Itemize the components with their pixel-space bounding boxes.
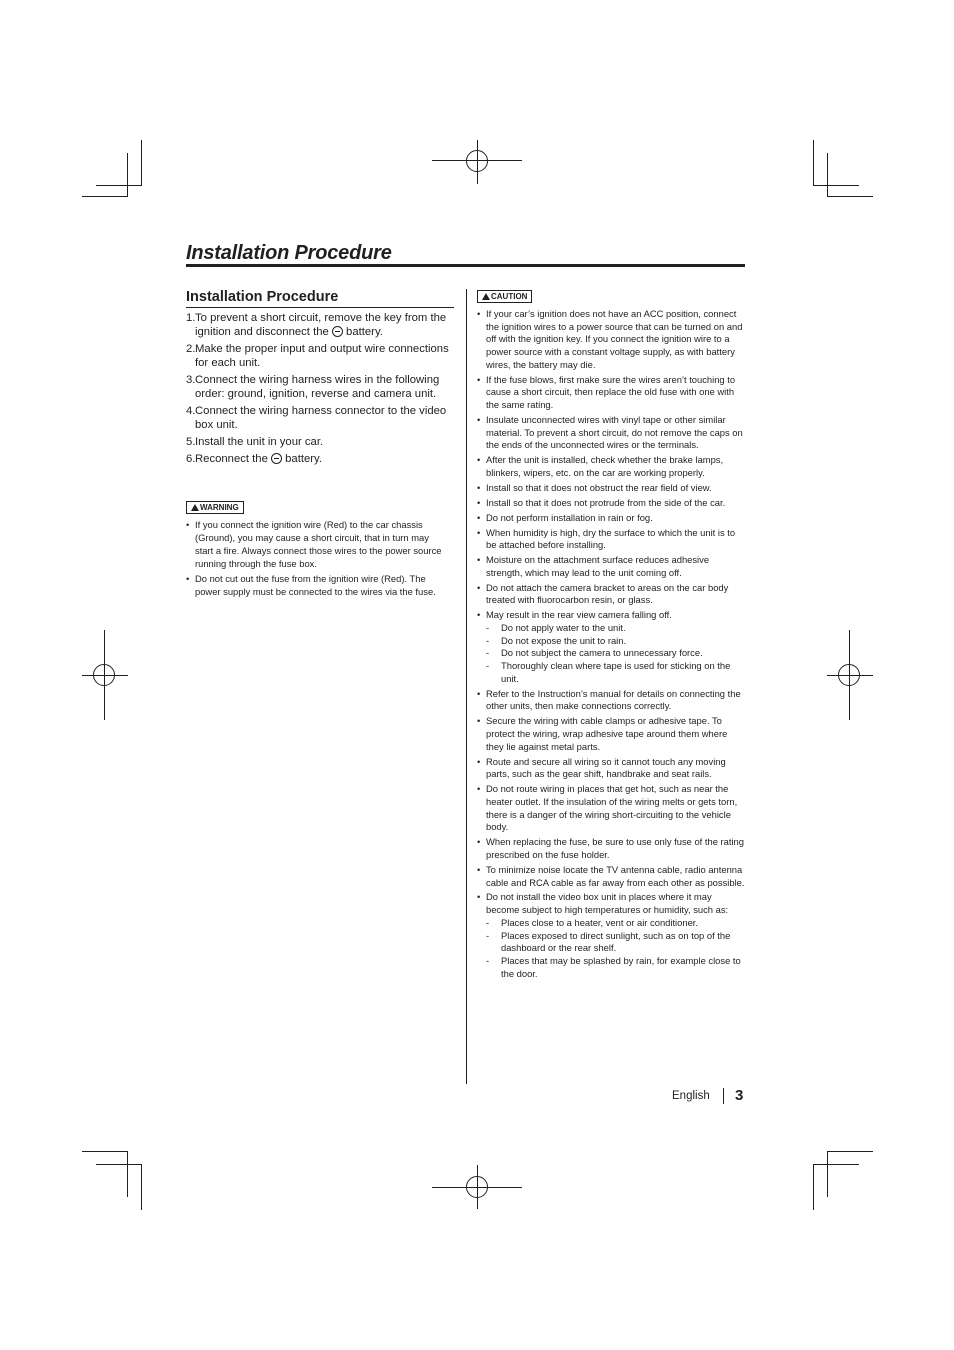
- bullet: •: [477, 526, 481, 538]
- warning-item: [186, 572, 448, 598]
- bullet: •: [477, 836, 481, 848]
- caution-text: When replacing the fuse, be sure to use only fuse of the rating prescribed on the fuse holder.: [486, 836, 744, 860]
- caution-subitem: [486, 622, 747, 635]
- warning-text: Do not cut out the fuse from the ignition wire (Red). The power supply must be connected to the wires via the fuse.: [195, 573, 436, 598]
- caution-item: [477, 688, 747, 713]
- caution-text: Refer to the Instruction’s manual for details on connecting the other units, then make connections correctly.: [486, 687, 741, 712]
- step-text: Connect the wiring harness wires in the following order: ground, ignition, reverse and camera unit.: [195, 374, 440, 400]
- caution-text: Secure the wiring with cable clamps or adhesive tape. To protect the wiring, wrap adhesive tape around them where they lie against metal parts.: [486, 715, 728, 752]
- caution-subitem: [486, 930, 747, 955]
- caution-subtext: Do not subject the camera to unnecessary force.: [501, 647, 703, 659]
- caution-item: [477, 374, 747, 412]
- bullet: •: [477, 511, 481, 523]
- bullet: •: [477, 414, 481, 425]
- bullet: •: [477, 481, 481, 493]
- caution-item: [477, 512, 747, 525]
- section-heading: Installation Procedure: [186, 289, 339, 305]
- step-text: Install the unit in your car.: [195, 436, 324, 448]
- caution-sublist: [486, 917, 747, 981]
- bullet: •: [477, 783, 481, 795]
- step-number: 2.: [186, 343, 196, 355]
- step-text: Reconnect the: [195, 453, 271, 465]
- bullet: •: [477, 755, 481, 767]
- caution-subtext: Places close to a heater, vent or air conditioner.: [501, 916, 698, 928]
- bullet: •: [477, 454, 481, 466]
- warning-triangle-icon: [191, 504, 199, 511]
- caution-text: May result in the rear view camera falling off.: [486, 609, 672, 621]
- caution-item: [477, 414, 747, 452]
- dash: -: [486, 954, 490, 966]
- dash: -: [486, 929, 490, 941]
- caution-item: [477, 609, 747, 685]
- procedure-step: [186, 435, 456, 449]
- caution-item: [477, 482, 747, 495]
- step-number: 5.: [186, 436, 196, 448]
- caution-subitem: [486, 647, 747, 660]
- warning-list: [186, 518, 448, 600]
- caution-text: Route and secure all wiring so it cannot touch any moving parts, such as the gear shift, handbrake and seat rails.: [486, 755, 726, 780]
- page-number: 3: [735, 1087, 744, 1104]
- step-number: 4.: [186, 405, 196, 417]
- caution-subitem: [486, 955, 747, 980]
- column-divider: [466, 289, 467, 1084]
- caution-list: [477, 308, 747, 983]
- caution-text: To minimize noise locate the TV antenna cable, radio antenna cable and RCA cable as far away from each other as possible.: [486, 863, 745, 888]
- step-number: 1.: [186, 312, 196, 324]
- page-title: Installation Procedure: [186, 242, 392, 264]
- caution-item: [477, 554, 747, 579]
- bullet: •: [186, 519, 190, 530]
- caution-subtext: Thoroughly clean where tape is used for sticking on the unit.: [501, 660, 731, 684]
- footer-separator: [723, 1088, 724, 1104]
- bullet: •: [477, 581, 481, 593]
- caution-subtext: Places exposed to direct sunlight, such as on top of the dashboard or the rear shelf.: [501, 929, 731, 954]
- caution-text: After the unit is installed, check whether the brake lamps, blinkers, wipers, etc. on the car are working properly.: [486, 454, 724, 478]
- caution-text: Do not route wiring in places that get hot, such as near the heater outlet. If the insulation of the wiring melts or gets torn, there is a danger of the wiring short-circuiting to the vehicle body.: [486, 783, 738, 833]
- caution-item: [477, 527, 747, 552]
- caution-subitem: [486, 917, 747, 930]
- step-text: Make the proper input and output wire connections for each unit.: [195, 343, 449, 369]
- warning-item: [186, 518, 448, 570]
- caution-text: Moisture on the attachment surface reduces adhesive strength, which may lead to the unit coming off.: [486, 554, 710, 578]
- dash: -: [486, 622, 490, 634]
- step-text: Connect the wiring harness connector to the video box unit.: [195, 405, 447, 431]
- caution-text: If your car’s ignition does not have an ACC position, connect the ignition wires to a power source that can be turned on and off with the ignition key. If you connect the ignition wire to a power source with a constant voltage supply, as with battery wires, the battery may die.: [486, 308, 743, 370]
- caution-item: [477, 497, 747, 510]
- bullet: •: [477, 863, 481, 875]
- step-text: To prevent a short circuit, remove the key from the ignition and disconnect the: [195, 312, 447, 338]
- step-text: battery.: [342, 326, 383, 338]
- warning-text: If you connect the ignition wire (Red) to the car chassis (Ground), you may cause a short circuit, that in turn may start a fire. Always connect those wires to the power source running through the fuse box.: [195, 519, 442, 569]
- caution-item: [477, 582, 747, 607]
- procedure-steps: [186, 311, 456, 469]
- caution-item: [477, 836, 747, 861]
- dash: -: [486, 647, 490, 659]
- warning-triangle-icon: [482, 293, 490, 300]
- caution-item: [477, 454, 747, 479]
- caution-text: If the fuse blows, first make sure the wires aren’t touching to cause a short circuit, then replace the old fuse with one with the same rating.: [486, 373, 736, 411]
- caution-label-text: CAUTION: [491, 292, 528, 301]
- procedure-step: [186, 373, 456, 401]
- caution-subtext: Do not apply water to the unit.: [501, 622, 626, 634]
- caution-subtext: Do not expose the unit to rain.: [501, 634, 627, 646]
- caution-text: Do not perform installation in rain or fog.: [486, 511, 653, 523]
- procedure-step: [186, 452, 456, 466]
- warning-label: [186, 501, 244, 514]
- title-rule: [186, 264, 745, 267]
- caution-item: [477, 891, 747, 980]
- bullet: •: [477, 891, 481, 903]
- caution-item: [477, 715, 747, 753]
- step-text: battery.: [282, 453, 322, 465]
- caution-text: Insulate unconnected wires with vinyl tape or other similar material. To prevent a short circuit, do not remove the caps on the ends of the unconnected wires or the terminals.: [486, 414, 743, 451]
- caution-text: Do not install the video box unit in places where it may become subject to high temperatures or humidity, such as:: [486, 891, 729, 916]
- footer-language: English: [672, 1090, 710, 1102]
- caution-text: Install so that it does not obstruct the rear field of view.: [486, 481, 712, 493]
- dash: -: [486, 634, 490, 646]
- bullet: •: [477, 554, 481, 566]
- bullet: •: [477, 609, 481, 621]
- caution-item: [477, 783, 747, 834]
- bullet: •: [477, 373, 481, 385]
- caution-item: [477, 756, 747, 781]
- procedure-step: [186, 404, 456, 432]
- bullet: •: [477, 308, 481, 319]
- caution-subitem: [486, 660, 747, 685]
- caution-label: [477, 290, 532, 303]
- step-number: 6.: [186, 453, 196, 465]
- bullet: •: [186, 573, 190, 585]
- caution-subitem: [486, 635, 747, 648]
- procedure-step: [186, 342, 456, 370]
- caution-sublist: [486, 622, 747, 686]
- caution-text: Install so that it does not protrude from the side of the car.: [486, 496, 726, 508]
- caution-text: When humidity is high, dry the surface to which the unit is to be attached before installing.: [486, 526, 736, 551]
- bullet: •: [477, 496, 481, 508]
- minus-icon: [332, 326, 343, 337]
- caution-subtext: Places that may be splashed by rain, for example close to the door.: [501, 954, 741, 979]
- caution-item: [477, 864, 747, 889]
- minus-icon: [271, 453, 282, 464]
- bullet: •: [477, 715, 481, 727]
- warning-label-text: WARNING: [200, 503, 239, 512]
- step-number: 3.: [186, 374, 196, 386]
- section-rule: [186, 307, 454, 308]
- procedure-step: [186, 311, 456, 339]
- caution-text: Do not attach the camera bracket to areas on the car body treated with fluorocarbon resin, or glass.: [486, 581, 729, 606]
- caution-item: [477, 308, 747, 372]
- dash: -: [486, 916, 490, 928]
- bullet: •: [477, 687, 481, 699]
- dash: -: [486, 660, 490, 672]
